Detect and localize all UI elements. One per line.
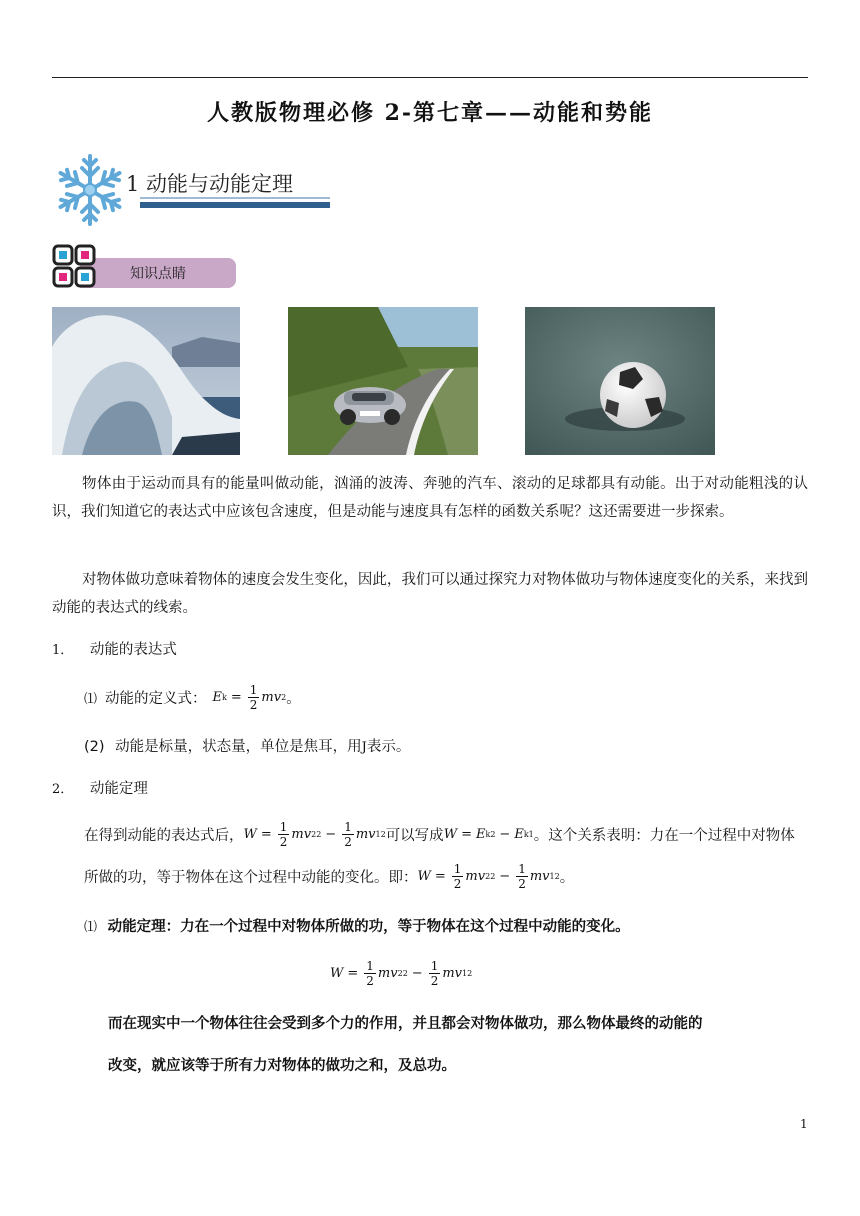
centered-formula [330, 955, 472, 991]
scalar-text-a: 动能是标量，状态量，单位是焦耳，用 [115, 739, 362, 755]
snowflake-icon [52, 150, 128, 230]
derivation-text-c: 。这个关系表明：力在一个过程中对物体 [533, 827, 795, 844]
meaning-end: 。 [559, 869, 575, 886]
scalar-text-b: 表示。 [366, 739, 411, 755]
work-paragraph: 对物体做功意味着物体的速度会发生变化，因此，我们可以通过探究力对物体做功与物体速度变化的关系，来找到动能的表达式的线索。 [52, 572, 808, 616]
item-2-number: 2． [52, 782, 74, 797]
item-1-title: 动能的表达式 [89, 642, 177, 658]
work-formula-3: W = $\frac{1}{2}$ mv 2 2 − $\frac{1}{2}$ mv 1 2 [330, 958, 473, 988]
theorem-meaning-line [84, 858, 574, 894]
document-title: 人教版物理必修 2-第七章——动能和势能 [206, 100, 654, 126]
work-formula-2: W = $\frac{1}{2}$ mv 2 2 − $\frac{1}{2}$ mv 1 2 [417, 861, 560, 891]
ball-photo [525, 307, 715, 455]
sub-1-number: ⑴ [84, 691, 98, 707]
knowledge-label: 知识点睛 [130, 266, 186, 282]
definition-end: 。 [286, 690, 301, 707]
grid-squares-icon [52, 244, 96, 288]
theorem-derivation-line [84, 816, 795, 852]
theorem-title: 动能定理 [107, 919, 166, 935]
derivation-text-a: 在得到动能的表达式后， [84, 827, 244, 844]
theorem-number: ⑴ [84, 920, 98, 935]
header-rule [52, 77, 808, 78]
wave-photo [52, 307, 240, 455]
work-energy-formula: W = E k2 − E k1 [443, 826, 534, 842]
section-underline-thin [140, 197, 330, 199]
multi-force-text-1: 而在现实中一个物体往往会受到多个力的作用，并且都会对物体做功，那么物体最终的动能的 [108, 1016, 703, 1032]
page-number: 1 [800, 1117, 808, 1131]
meaning-text: 所做的功，等于物体在这个过程中动能的变化。即： [84, 869, 418, 886]
sub-2-number: (2) [84, 739, 105, 755]
item-1-heading [52, 638, 177, 659]
item-2-title: 动能定理 [89, 781, 148, 797]
section-underline [140, 202, 330, 208]
definition-line [84, 680, 301, 714]
joule-unit: J [361, 740, 367, 755]
section-title: 1 动能与动能定理 [126, 172, 294, 196]
item-2-heading [52, 777, 148, 798]
intro-paragraph: 物体由于运动而具有的能量叫做动能，汹涌的波涛、奔驰的汽车、滚动的足球都具有动能。出于对动能粗浅的认识，我们知道它的表达式中应该包含速度，但是动能与速度具有怎样的函数关系呢？这还需要进一步探索。 [52, 476, 808, 520]
theorem-statement [84, 915, 630, 936]
derivation-text-b: 可以写成 [385, 827, 444, 844]
car-photo [288, 307, 478, 455]
item-1-number: 1． [52, 643, 74, 658]
definition-text: 动能的定义式： [105, 690, 207, 707]
scalar-line [84, 735, 410, 756]
kinetic-energy-formula: E k = $\frac{1}{2}$ mv 2 [212, 682, 287, 712]
theorem-text: ：力在一个过程中对物体所做的功，等于物体在这个过程中动能的变化。 [165, 919, 630, 935]
multi-force-text-2: 改变，就应该等于所有力对物体的做功之和，及总功。 [108, 1058, 456, 1074]
work-formula-1: W = $\frac{1}{2}$ mv 2 2 − $\frac{1}{2}$ mv 1 2 [243, 819, 386, 849]
